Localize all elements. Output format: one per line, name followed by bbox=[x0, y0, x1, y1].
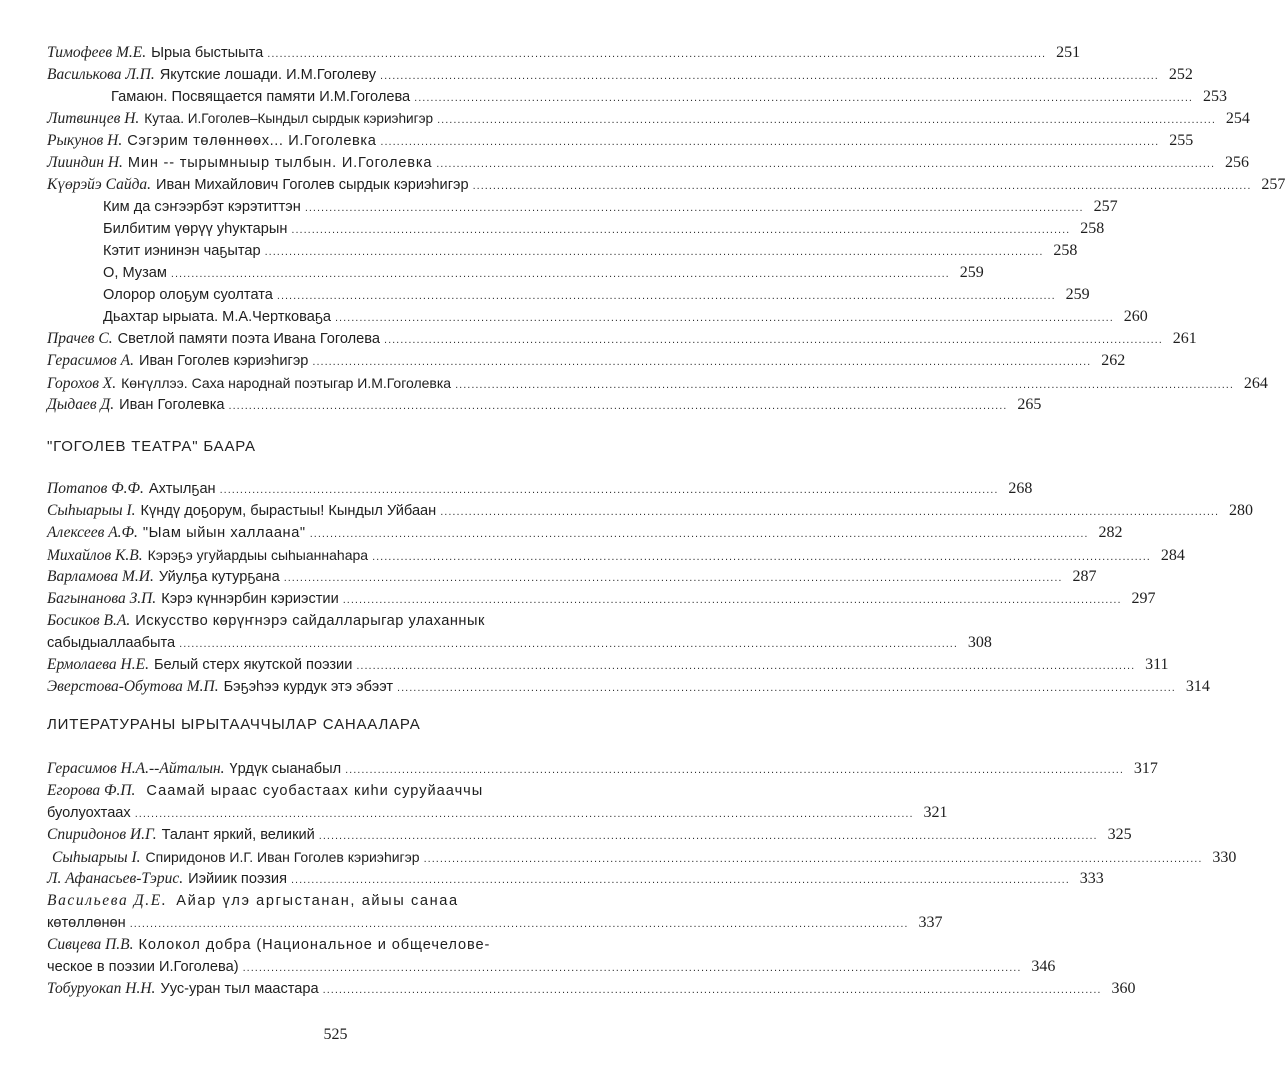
toc-title: Светлой памяти поэта Ивана Гоголева bbox=[117, 331, 381, 347]
toc-author: Егорова Ф.П. bbox=[47, 782, 136, 799]
toc-entry[interactable] bbox=[47, 130, 1194, 152]
toc-entry[interactable] bbox=[111, 86, 1227, 108]
leader-dots bbox=[243, 957, 1022, 979]
leader-dots bbox=[473, 175, 1252, 197]
leader-dots bbox=[267, 43, 1046, 65]
toc-title: Айар үлэ аргыстанан, айыы санаа bbox=[176, 893, 459, 909]
toc-title: Ырыа быстыыта bbox=[151, 45, 264, 61]
leader-dots bbox=[319, 825, 1098, 847]
toc-author: Васильева Д.Е. bbox=[47, 892, 168, 909]
toc-author: Босиков В.А. bbox=[47, 612, 131, 629]
toc-author: Л. Афанасьев-Тэрис. bbox=[47, 870, 184, 887]
leader-dots bbox=[380, 65, 1159, 87]
section-heading: ЛИТЕРАТУРАНЫ ЫРЫТААЧЧЫЛАР САНААЛАРА bbox=[47, 716, 421, 733]
toc-entry[interactable] bbox=[47, 500, 1254, 522]
toc-author: Литвинцев Н. bbox=[47, 110, 140, 127]
toc-title: Олорор олоҕум суолтата bbox=[103, 287, 273, 303]
toc-author: Герасимов Н.А.--Айталын. bbox=[47, 760, 225, 777]
leader-dots bbox=[179, 633, 958, 655]
leader-dots bbox=[345, 759, 1124, 781]
toc-title-continuation: көтөллөнөн bbox=[47, 915, 126, 931]
toc-author: Михайлов К.В. bbox=[47, 547, 143, 564]
leader-dots bbox=[440, 501, 1219, 523]
toc-author: Дыдаев Д. bbox=[47, 396, 115, 413]
toc-title-continuation: буолуохтаах bbox=[47, 805, 131, 821]
toc-entry-multiline[interactable] bbox=[47, 934, 592, 956]
toc-entry[interactable] bbox=[47, 394, 1042, 416]
leader-dots bbox=[229, 395, 1008, 417]
leader-dots bbox=[291, 869, 1070, 891]
section-heading: "ГОГОЛЕВ ТЕАТРА" БААРА bbox=[47, 438, 256, 455]
toc-title: Искусство көрүҥнэрэ сайдалларыгар улаханнык bbox=[135, 613, 485, 629]
toc-page-number: 257 bbox=[1093, 198, 1118, 215]
leader-dots bbox=[291, 219, 1070, 241]
toc-entry-continuation[interactable] bbox=[47, 912, 943, 934]
toc-title: Кэрэ күннэрбин кэриэстии bbox=[161, 591, 339, 607]
leader-dots bbox=[323, 979, 1102, 1001]
toc-page-number: 325 bbox=[1107, 826, 1132, 843]
toc-entry-multiline[interactable] bbox=[47, 780, 592, 802]
toc-entry-multiline[interactable] bbox=[47, 890, 592, 912]
toc-entry[interactable] bbox=[103, 218, 1105, 240]
toc-entry[interactable] bbox=[103, 240, 1078, 262]
toc-page-number: 252 bbox=[1168, 66, 1193, 83]
leader-dots bbox=[171, 263, 950, 285]
toc-author: Горохов Х. bbox=[47, 375, 117, 392]
toc-title: Билбитим үөрүү уһуктарын bbox=[103, 221, 288, 237]
toc-title: Күндү доҕорум, бырастыы! Кындыл Уйбаан bbox=[140, 503, 437, 519]
toc-entry[interactable] bbox=[47, 42, 1081, 64]
leader-dots bbox=[265, 241, 1044, 263]
toc-title: Саамай ыраас суобастаах киһи суруйааччы bbox=[146, 783, 484, 799]
toc-entry[interactable] bbox=[47, 758, 1158, 780]
toc-page-number: 287 bbox=[1072, 568, 1097, 585]
toc-page-number: 254 bbox=[1225, 110, 1250, 127]
toc-page-number: 261 bbox=[1172, 330, 1197, 347]
toc-title: Кутаа. И.Гоголев–Кындыл сырдык кэриэһигэр bbox=[144, 111, 434, 126]
toc-entry[interactable] bbox=[47, 566, 1097, 588]
toc-title: Кэтит иэнинэн чаҕытар bbox=[103, 243, 261, 259]
toc-author: Сыһыарыы I. bbox=[52, 849, 141, 866]
toc-title: Үрдүк сыанабыл bbox=[229, 761, 342, 777]
toc-entry[interactable] bbox=[47, 108, 1250, 130]
toc-page-number: 260 bbox=[1123, 308, 1148, 325]
leader-dots bbox=[380, 131, 1159, 153]
toc-page-number: 317 bbox=[1133, 760, 1158, 777]
toc-title: Колокол добра (Национальное и общечелове- bbox=[138, 937, 491, 953]
leader-dots bbox=[455, 374, 1234, 396]
toc-page-number: 256 bbox=[1225, 154, 1250, 171]
toc-title: Спиридонов И.Г. Иван Гоголев кэриэһигэр bbox=[145, 849, 420, 865]
toc-title: Якутские лошади. И.М.Гоголеву bbox=[159, 67, 377, 83]
toc-page-number: 258 bbox=[1053, 242, 1078, 259]
toc-page-number: 346 bbox=[1031, 958, 1056, 975]
toc-entry[interactable] bbox=[103, 306, 1148, 328]
toc-author: Тобуруокап Н.Н. bbox=[47, 980, 156, 997]
leader-dots bbox=[277, 285, 1056, 307]
toc-page-number: 333 bbox=[1079, 870, 1104, 887]
toc-page-number: 360 bbox=[1111, 980, 1136, 997]
toc-author: Прачев С. bbox=[47, 330, 113, 347]
toc-title: Талант яркий, великий bbox=[161, 827, 315, 843]
toc-entry[interactable] bbox=[47, 328, 1197, 350]
toc-title: Белый стерх якутской поэзии bbox=[153, 657, 353, 673]
toc-page-number: 284 bbox=[1160, 547, 1185, 564]
toc-entry[interactable] bbox=[47, 478, 1033, 500]
toc-title: Иван Гоголевка bbox=[119, 397, 225, 413]
toc-page-number: 321 bbox=[923, 804, 948, 821]
toc-entry[interactable] bbox=[47, 350, 1126, 372]
toc-page-number: 282 bbox=[1098, 524, 1123, 541]
toc-author: Багынанова З.П. bbox=[47, 590, 157, 607]
toc-entry[interactable] bbox=[47, 588, 1156, 610]
leader-dots bbox=[356, 655, 1135, 677]
toc-author: Сыһыарыы I. bbox=[47, 502, 136, 519]
toc-page-number: 257 bbox=[1261, 176, 1285, 193]
toc-page-number: 297 bbox=[1131, 590, 1156, 607]
toc-entry-continuation[interactable] bbox=[47, 956, 1056, 978]
toc-author: Потапов Ф.Ф. bbox=[47, 480, 144, 497]
toc-page-number: 308 bbox=[967, 634, 992, 651]
leader-dots bbox=[436, 153, 1215, 175]
toc-title: Дьахтар ырыата. М.А.Чертковаҕа bbox=[103, 309, 331, 325]
toc-author: Герасимов А. bbox=[47, 352, 134, 369]
leader-dots bbox=[312, 351, 1091, 373]
toc-page-number: 259 bbox=[1065, 286, 1090, 303]
leader-dots bbox=[384, 329, 1163, 351]
toc-author: Эверстова-Обутова М.П. bbox=[47, 678, 219, 695]
leader-dots bbox=[135, 803, 914, 825]
toc-author: Ермолаева Н.Е. bbox=[47, 656, 149, 673]
toc-page-number: 262 bbox=[1101, 352, 1126, 369]
toc-entry[interactable] bbox=[47, 544, 1185, 566]
toc-author: Лииндин Н. bbox=[47, 154, 123, 171]
toc-author: Тимофеев М.Е. bbox=[47, 44, 147, 61]
toc-title: Ким да сэҥээрбэт кэрэтиттэн bbox=[103, 199, 301, 215]
toc-page-number: 280 bbox=[1229, 502, 1254, 519]
toc-title: Гамаюн. Посвящается памяти И.М.Гоголева bbox=[111, 89, 411, 105]
toc-page-number: 330 bbox=[1212, 849, 1237, 866]
toc-entry[interactable] bbox=[103, 196, 1118, 218]
leader-dots bbox=[372, 546, 1151, 568]
toc-title-continuation: сабыдыаллаабыта bbox=[47, 635, 176, 651]
leader-dots bbox=[335, 307, 1114, 329]
toc-title: Көҥүллээ. Саха народнай поэтыгар И.М.Гоголевка bbox=[121, 375, 452, 391]
leader-dots bbox=[220, 479, 999, 501]
toc-author: Сивцева П.В. bbox=[47, 936, 134, 953]
toc-entry-multiline[interactable] bbox=[47, 610, 592, 632]
toc-entry-continuation[interactable] bbox=[47, 632, 992, 654]
toc-title: О, Музам bbox=[103, 265, 167, 281]
leader-dots bbox=[414, 87, 1193, 109]
leader-dots bbox=[343, 589, 1122, 611]
toc-title: "Ыам ыйын халлаана" bbox=[142, 525, 306, 541]
leader-dots bbox=[130, 913, 909, 935]
toc-page-number: 251 bbox=[1056, 44, 1081, 61]
leader-dots bbox=[284, 567, 1063, 589]
toc-author: Күөрэйэ Сайда. bbox=[47, 176, 152, 193]
toc-title: Сэгэрим төлөннөөх... И.Гоголевка bbox=[127, 133, 377, 149]
toc-author: Алексеев А.Ф. bbox=[47, 524, 138, 541]
leader-dots bbox=[437, 109, 1216, 131]
toc-author: Рыкунов Н. bbox=[47, 132, 123, 149]
toc-entry[interactable] bbox=[47, 174, 1285, 196]
toc-entry[interactable] bbox=[47, 868, 1104, 890]
toc-entry[interactable] bbox=[47, 152, 1250, 174]
toc-title: Иван Гоголев кэриэһигэр bbox=[138, 353, 309, 369]
toc-page-number: 265 bbox=[1017, 396, 1042, 413]
toc-title-continuation: ческое в поэзии И.Гоголева) bbox=[47, 959, 239, 975]
toc-title: Иван Михайлович Гоголев сырдык кэриэһигэр bbox=[156, 177, 469, 193]
toc-entry[interactable] bbox=[47, 64, 1193, 86]
toc-entry[interactable] bbox=[47, 978, 1136, 1000]
toc-entry[interactable] bbox=[47, 654, 1169, 676]
toc-entry[interactable] bbox=[47, 522, 1123, 544]
toc-page-number: 253 bbox=[1202, 88, 1227, 105]
toc-entry-continuation[interactable] bbox=[47, 802, 948, 824]
leader-dots bbox=[424, 848, 1203, 870]
toc-title: Иэйиик поэзия bbox=[188, 871, 287, 887]
toc-title: Мин -- тырымныыр тылбын. И.Гоголевка bbox=[127, 155, 433, 171]
leader-dots bbox=[305, 197, 1084, 219]
toc-title: Бэҕэһээ курдук этэ эбээт bbox=[223, 679, 394, 695]
toc-author: Варламова М.И. bbox=[47, 568, 154, 585]
toc-author: Василькова Л.П. bbox=[47, 66, 155, 83]
toc-page-number: 268 bbox=[1008, 480, 1033, 497]
toc-entry[interactable] bbox=[103, 262, 984, 284]
toc-page-number: 311 bbox=[1145, 656, 1169, 673]
leader-dots bbox=[310, 523, 1089, 545]
toc-entry[interactable] bbox=[47, 824, 1132, 846]
toc-title: Уус-уран тыл маастара bbox=[160, 981, 319, 997]
leader-dots bbox=[397, 677, 1176, 699]
toc-page-number: 337 bbox=[918, 914, 943, 931]
toc-page-number: 314 bbox=[1185, 678, 1210, 695]
toc-author: Спиридонов И.Г. bbox=[47, 826, 157, 843]
toc-page-number: 259 bbox=[959, 264, 984, 281]
toc-entry[interactable] bbox=[47, 372, 1268, 394]
toc-page-number: 258 bbox=[1080, 220, 1105, 237]
toc-entry[interactable] bbox=[103, 284, 1090, 306]
toc-entry[interactable] bbox=[47, 676, 1210, 698]
toc-page-number: 264 bbox=[1243, 375, 1268, 392]
toc-title: Уйулҕа кутурҕана bbox=[158, 569, 280, 585]
toc-page-number: 255 bbox=[1169, 132, 1194, 149]
page-number: 525 bbox=[323, 1026, 348, 1043]
toc-title: Ахтылҕан bbox=[148, 481, 216, 497]
toc-entry[interactable] bbox=[52, 846, 1237, 868]
toc-title: Кэрэҕэ угуйардыы сыһыаннаһара bbox=[147, 547, 369, 563]
